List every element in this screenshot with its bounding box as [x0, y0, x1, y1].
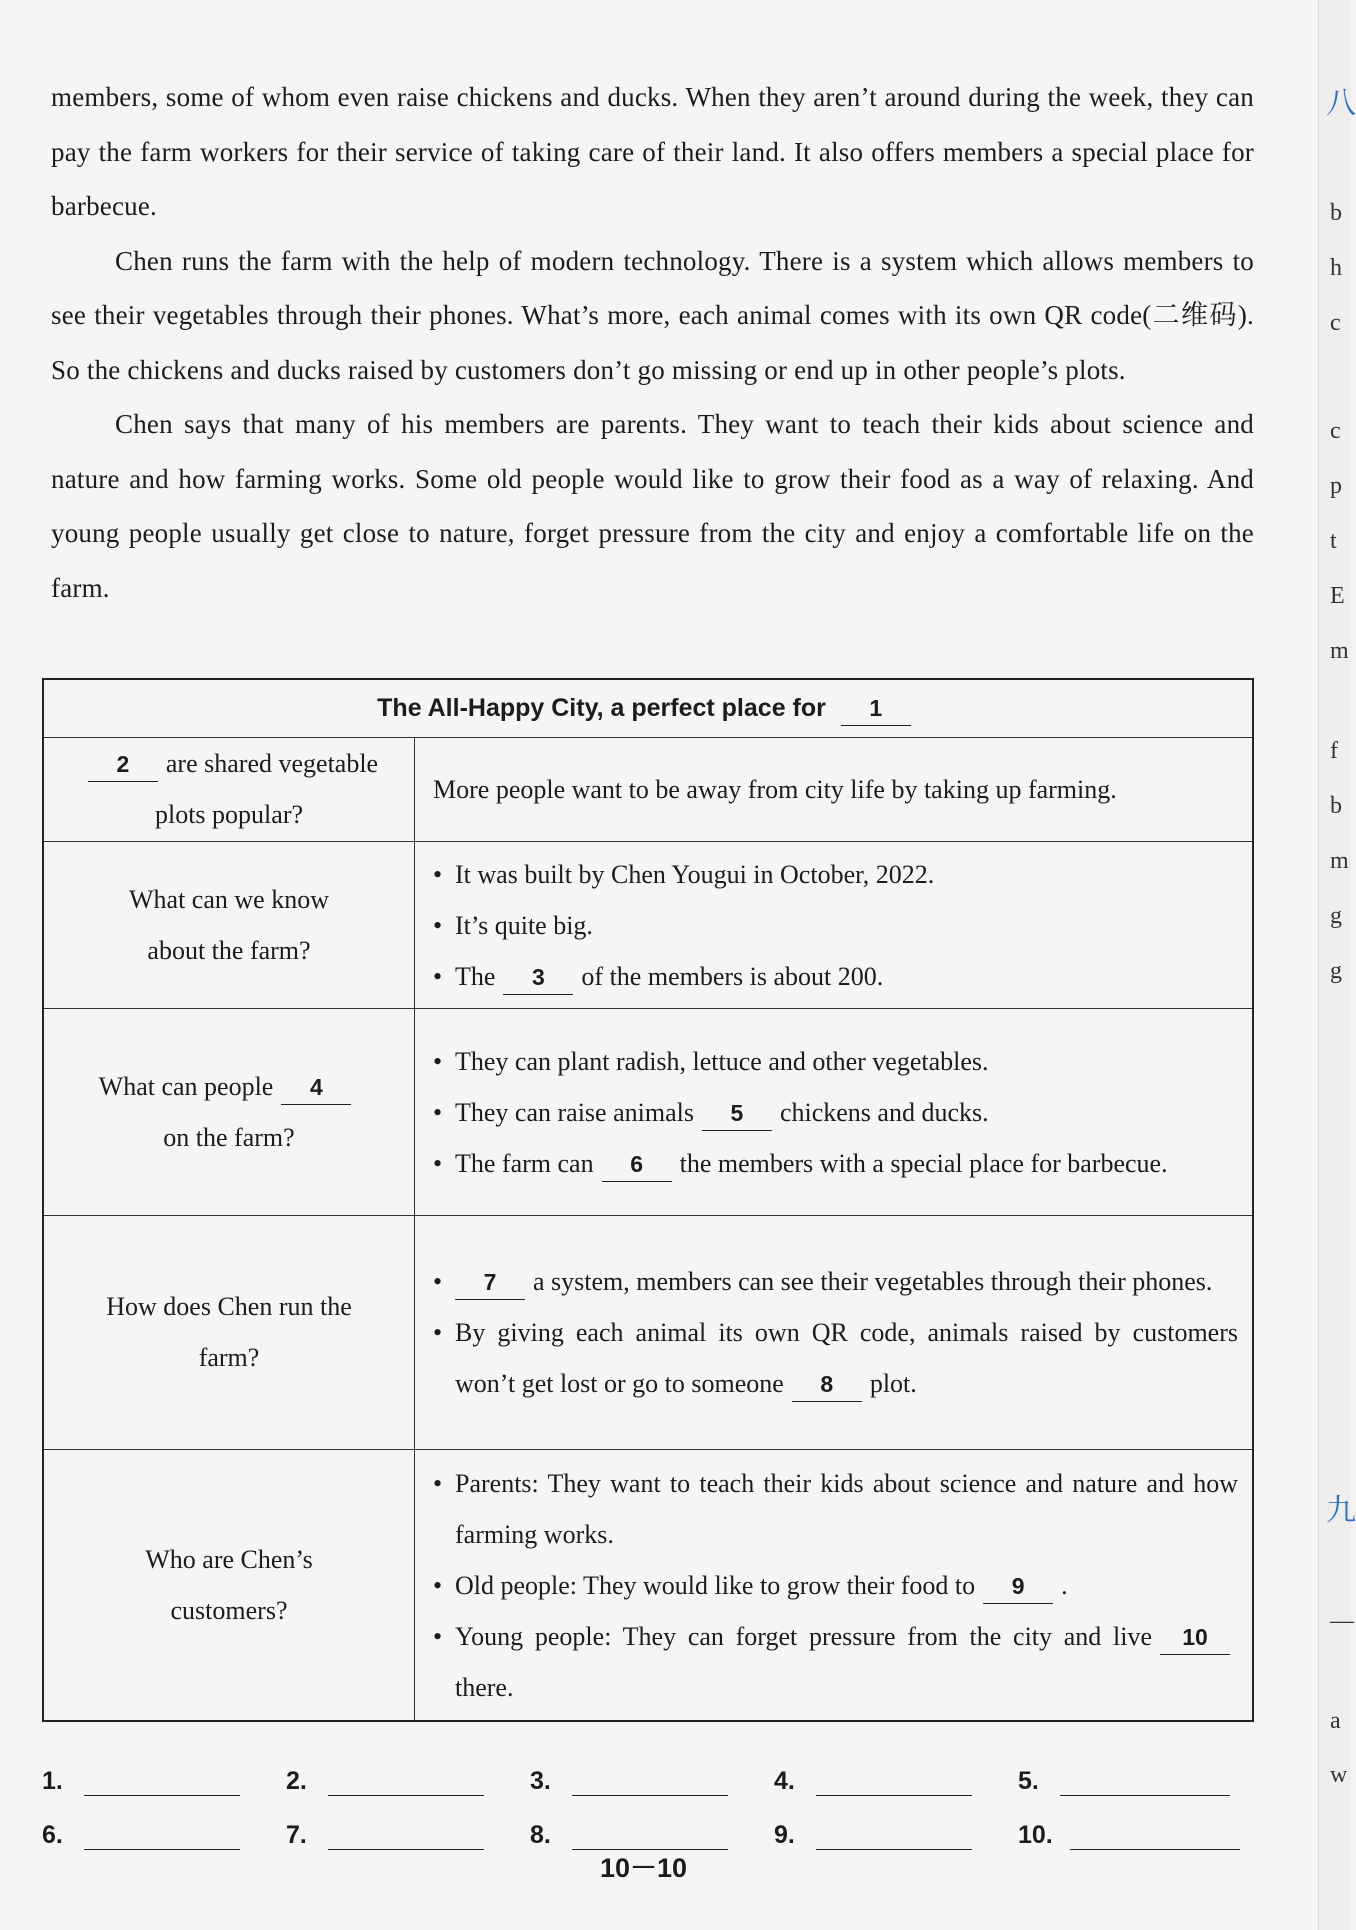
answer-input-10[interactable]	[1070, 1823, 1240, 1850]
answer-lines	[42, 1742, 1262, 1850]
answer-input-5[interactable]	[1060, 1769, 1230, 1796]
bullet-item: • Old people: They would like to grow their food to 9 .	[433, 1560, 1238, 1611]
answer-item: 9.	[774, 1821, 1018, 1850]
passage-paragraph-1: members, some of whom even raise chickens and ducks. When they aren’t around during the week, they can pay the farm workers for their service of taking care of their land. It also offers members a special place for barbecue.	[51, 82, 1254, 221]
answer-item: 6.	[42, 1821, 286, 1850]
reading-passage	[51, 70, 1254, 615]
answer-input-6[interactable]	[84, 1823, 240, 1850]
edge-char: 九	[1326, 1494, 1356, 1527]
table-title-text: The All-Happy City, a perfect place for	[377, 693, 826, 722]
answer-cell-4	[415, 1215, 1254, 1449]
answer-input-4[interactable]	[816, 1769, 972, 1796]
answer-row	[42, 1796, 1262, 1850]
question-3-pre: What can people	[98, 1072, 274, 1102]
bullet-item: • 7 a system, members can see their vegetables through their phones.	[433, 1256, 1238, 1307]
blank-4[interactable]: 4	[281, 1070, 351, 1105]
edge-char: —	[1330, 1608, 1354, 1634]
edge-char: g	[1330, 958, 1342, 984]
question-cell-5	[43, 1450, 415, 1721]
answer-input-3[interactable]	[572, 1769, 728, 1796]
answer-item: 7.	[286, 1821, 530, 1850]
question-5-text: Who are Chen’s customers?	[145, 1545, 313, 1626]
question-cell-1	[43, 737, 415, 841]
bullet-item: • It’s quite big.	[433, 900, 1238, 951]
bullet-item: • The 3 of the members is about 200.	[433, 951, 1238, 1002]
answer-item: 2.	[286, 1767, 530, 1796]
question-1-text: are shared vegetable plots popular?	[154, 749, 379, 830]
blank-5[interactable]: 5	[702, 1096, 772, 1131]
edge-char: a	[1330, 1708, 1341, 1734]
blank-6[interactable]: 6	[602, 1147, 672, 1182]
page-number: 10－10	[600, 1853, 688, 1883]
blank-8[interactable]: 8	[792, 1367, 862, 1402]
blank-9[interactable]: 9	[983, 1569, 1053, 1604]
answer-cell-2	[415, 841, 1254, 1009]
task-table	[42, 678, 1254, 1722]
edge-char: f	[1330, 738, 1338, 764]
question-2-text: What can we know about the farm?	[129, 885, 329, 966]
edge-char: t	[1330, 528, 1337, 554]
blank-7[interactable]: 7	[455, 1265, 525, 1300]
answer-input-9[interactable]	[816, 1823, 972, 1850]
blank-2[interactable]: 2	[88, 747, 158, 782]
edge-char: b	[1330, 793, 1342, 819]
answer-input-7[interactable]	[328, 1823, 484, 1850]
answer-item: 8.	[530, 1821, 774, 1850]
answer-item: 1.	[42, 1767, 286, 1796]
edge-char: h	[1330, 255, 1342, 281]
bullet-item: • The farm can 6 the members with a special place for barbecue.	[433, 1138, 1238, 1189]
bullet-item: • It was built by Chen Yougui in October, 2022.	[433, 849, 1238, 900]
edge-char: g	[1330, 903, 1342, 929]
answer-cell-3	[415, 1009, 1254, 1215]
blank-10[interactable]: 10	[1160, 1620, 1230, 1655]
answer-row	[42, 1742, 1262, 1796]
question-cell-3	[43, 1009, 415, 1215]
table-title	[43, 679, 1253, 737]
answer-item: 10.	[1018, 1821, 1262, 1850]
edge-char: p	[1330, 473, 1342, 499]
question-cell-2	[43, 841, 415, 1009]
edge-char: w	[1330, 1762, 1348, 1788]
question-4-text: How does Chen run the farm?	[106, 1292, 352, 1373]
edge-char: m	[1330, 848, 1349, 874]
question-3-post: on the farm?	[163, 1123, 295, 1153]
answer-item: 4.	[774, 1767, 1018, 1796]
edge-char: c	[1330, 418, 1341, 444]
answer-input-1[interactable]	[84, 1769, 240, 1796]
blank-3[interactable]: 3	[503, 960, 573, 995]
edge-char: E	[1330, 583, 1345, 609]
answer-1-text: More people want to be away from city life by taking up farming.	[433, 774, 1117, 804]
bullet-item: • They can plant radish, lettuce and other vegetables.	[433, 1036, 1238, 1087]
passage-paragraph-2: Chen runs the farm with the help of modern technology. There is a system which allows members to see their vegetables through their phones. What’s more, each animal comes with its own QR code(二维码). So the chickens and ducks raised by customers don’t go missing or end up in other people’s plots.	[51, 245, 1254, 385]
edge-char: b	[1330, 200, 1342, 226]
edge-char: m	[1330, 638, 1349, 664]
bullet-item: • By giving each animal its own QR code, animals raised by customers won’t get lost or go to someone 8 plot.	[433, 1307, 1238, 1409]
edge-char: 八	[1326, 87, 1356, 120]
blank-1[interactable]: 1	[841, 691, 911, 726]
answer-cell-1	[415, 737, 1254, 841]
answer-cell-5	[415, 1450, 1254, 1721]
passage-paragraph-3: Chen says that many of his members are parents. They want to teach their kids about science and nature and how farming works. Some old people would like to grow their food as a way of relaxing. And young people usually get close to nature, forget pressure from the city and enjoy a comfortable life on the farm.	[51, 409, 1254, 603]
edge-char: c	[1330, 310, 1341, 336]
answer-item: 3.	[530, 1767, 774, 1796]
bullet-item: • They can raise animals 5 chickens and ducks.	[433, 1087, 1238, 1138]
answer-input-2[interactable]	[328, 1769, 484, 1796]
question-cell-4	[43, 1215, 415, 1449]
bullet-item: • Young people: They can forget pressure from the city and live 10there.	[433, 1611, 1238, 1713]
answer-item: 5.	[1018, 1767, 1262, 1796]
bullet-item: • Parents: They want to teach their kids about science and nature and how farming works.	[433, 1458, 1238, 1560]
